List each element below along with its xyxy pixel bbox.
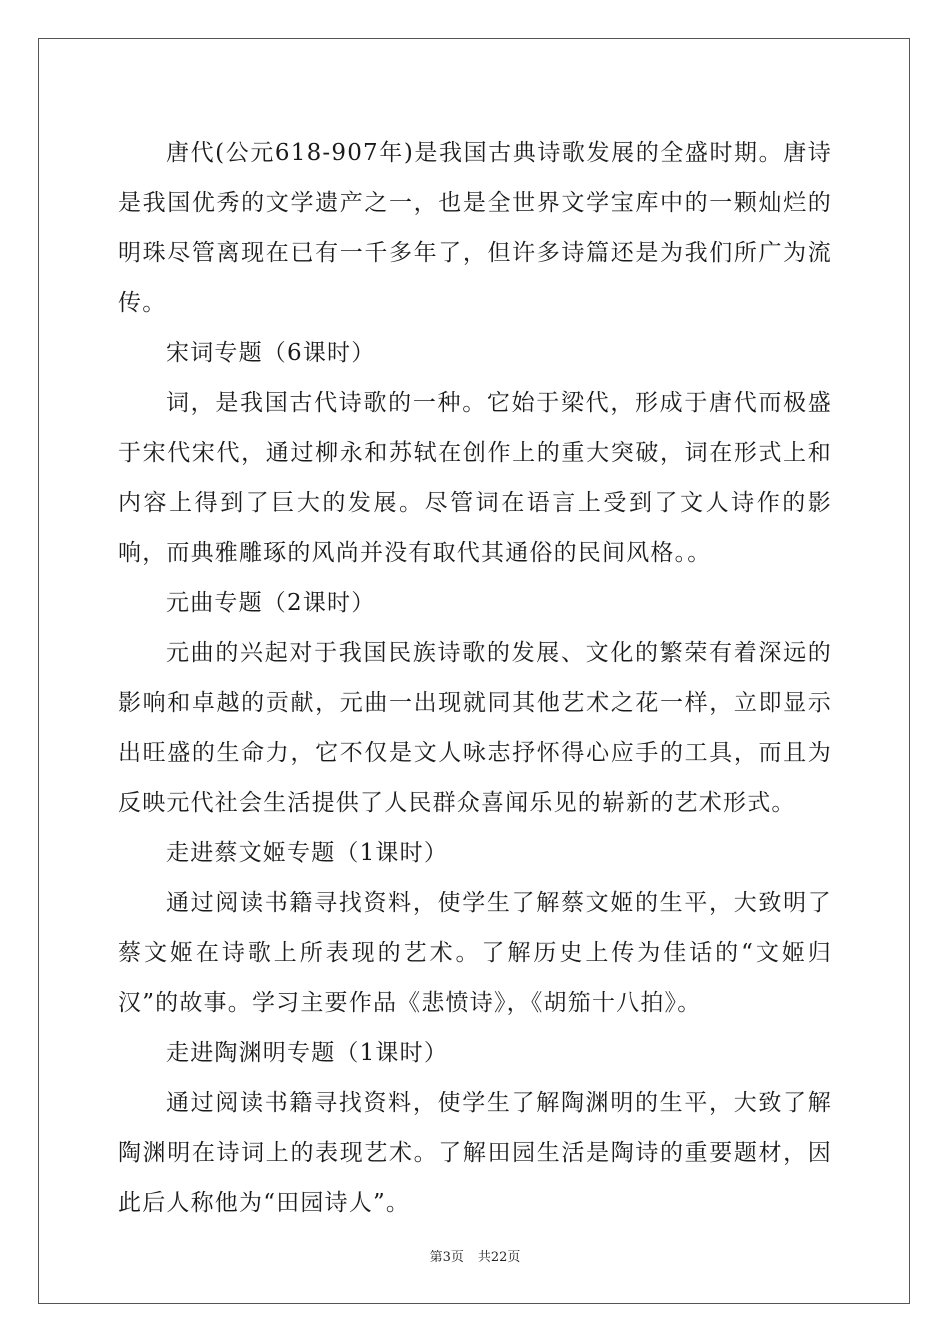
heading-tao-yuanming: 走进陶渊明专题（1课时） (166, 1040, 449, 1066)
paragraph-tao-yuanming: 通过阅读书籍寻找资料，使学生了解陶渊明的生平，大致了解陶渊明在诗词上的表现艺术。了解田园生活是陶诗的重要题材，因此后人称他为“田园诗人”。 (118, 1090, 832, 1216)
paragraph-tang-poetry-intro: 唐代(公元618-907年)是我国古典诗歌发展的全盛时期。唐诗是我国优秀的文学遗产之一，也是全世界文学宝库中的一颗灿烂的明珠尽管离现在已有一千多年了，但许多诗篇还是为我们所广为流传。 (118, 140, 832, 316)
page-footer (0, 1246, 950, 1265)
paragraph-yuan-qu: 元曲的兴起对于我国民族诗歌的发展、文化的繁荣有着深远的影响和卓越的贡献，元曲一出现就同其他艺术之花一样，立即显示出旺盛的生命力，它不仅是文人咏志抒怀得心应手的工具，而且为反映元代社会生活提供了人民群众喜闻乐见的崭新的艺术形式。 (118, 640, 832, 816)
total-page-count: 共22页 (477, 1250, 521, 1265)
heading-cai-wenji: 走进蔡文姬专题（1课时） (166, 840, 449, 866)
paragraph-cai-wenji: 通过阅读书籍寻找资料，使学生了解蔡文姬的生平，大致明了蔡文姬在诗歌上所表现的艺术。了解历史上传为佳话的“文姬归汉”的故事。学习主要作品《悲愤诗》，《胡笳十八拍》。 (118, 890, 832, 1016)
paragraph-song-ci: 词，是我国古代诗歌的一种。它始于梁代，形成于唐代而极盛于宋代宋代，通过柳永和苏轼在创作上的重大突破，词在形式上和内容上得到了巨大的发展。尽管词在语言上受到了文人诗作的影响，而典雅雕琢的风尚并没有取代其通俗的民间风格。。 (118, 390, 832, 566)
heading-song-ci: 宋词专题（6课时） (166, 340, 376, 366)
current-page-number: 第3页 (429, 1250, 464, 1265)
heading-yuan-qu: 元曲专题（2课时） (166, 590, 376, 616)
document-body (118, 128, 832, 1228)
